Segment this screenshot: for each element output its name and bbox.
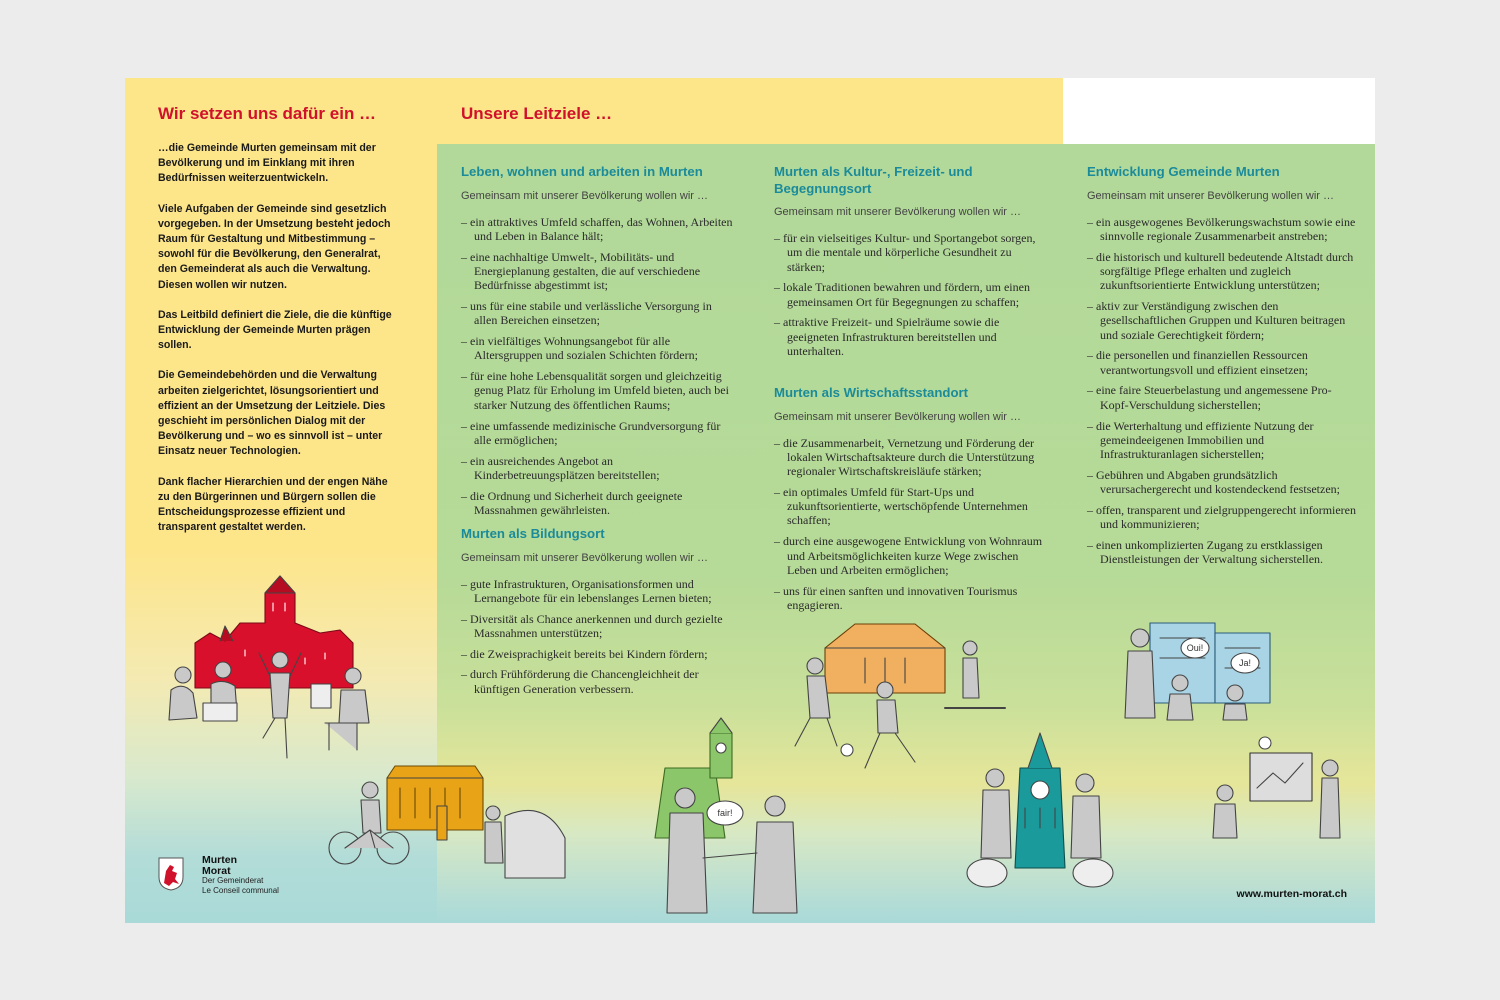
list-item: – die personellen und finanziellen Ressourcen verantwortungsvoll und effizient einsetzen; [1087,348,1359,377]
handshake-people-illustration [667,788,797,913]
list-item: – lokale Traditionen bewahren und fördern, um einen gemeinsamen Ort für Begegnungen zu schaffen; [774,280,1046,309]
section-intro: Gemeinsam mit unserer Bevölkerung wollen wir … [774,410,1021,423]
brochure-spread [125,78,1375,923]
theatre-building-illustration [387,766,483,830]
list-item: – ein ausreichendes Angebot an Kinderbetreuungsplätzen bereitstellen; [461,454,733,483]
list-item: – ein optimales Umfeld für Start-Ups und zukunftsorientierte, wertschöpfende Unternehmen schaffen; [774,485,1046,528]
section-entwicklung [1087,164,1359,573]
list-item: – eine nachhaltige Umwelt-, Mobilitäts- und Energieplanung gestalten, die auf verschiedene Bedürfnisse abgestimmt ist; [461,250,733,293]
list-item: – aktiv zur Verständigung zwischen den gesellschaftlichen Gruppen und Kulturen beitragen und soziale Gerechtigkeit fördern; [1087,299,1359,342]
bubble-fair: fair! [717,808,733,818]
section-wirtschaft [774,385,1046,619]
bubble-ja: Ja! [1238,658,1252,668]
list-item: – uns für eine stabile und verlässliche Versorgung in allen Bereichen einsetzen; [461,299,733,328]
goal-list [461,577,733,697]
list-item: – ein attraktives Umfeld schaffen, das Wohnen, Arbeiten und Leben in Balance hält; [461,215,733,244]
list-item: – die Zusammenarbeit, Vernetzung und Förderung der lokalen Wirtschaftsakteure durch die Unterstützung regionaler Wirtschaftskreisläufe stärken; [774,436,1046,479]
intro-paragraph: Viele Aufgaben der Gemeinde sind gesetzlich vorgegeben. In der Umsetzung besteht jedoch Raum für Gestaltung und Mitbestimmung – sowohl für die Bevölkerung, den Generalrat, den Gemeinderat als auch die Verwaltung. Diesen wollen wir nutzen. [158,202,391,291]
coat-of-arms-icon [158,857,184,891]
list-item: – uns für einen sanften und innovativen Tourismus engagieren. [774,584,1046,613]
list-item: – attraktive Freizeit- und Spielräume sowie die geeigneten Infrastrukturen bereitstellen und unterhalten. [774,315,1046,358]
list-item: – eine faire Steuerbelastung und angemessene Pro-Kopf-Verschuldung sicherstellen; [1087,383,1359,412]
section-title: Leben, wohnen und arbeiten in Murten [461,164,703,179]
list-item: – offen, transparent und zielgruppengerecht informieren und kommunizieren; [1087,503,1359,532]
section-intro: Gemeinsam mit unserer Bevölkerung wollen wir … [1087,189,1334,202]
list-item: – ein ausgewogenes Bevölkerungswachstum sowie eine sinnvolle regionale Zusammenarbeit anstreben; [1087,215,1359,244]
section-title: Murten als Wirtschaftsstandort [774,385,969,400]
logo-name-de: Murten [202,854,237,866]
presentation-board-illustration [1250,737,1312,801]
goal-list [461,215,733,518]
goal-list [774,436,1046,613]
intro-text [158,141,398,550]
section-intro: Gemeinsam mit unserer Bevölkerung wollen wir … [774,206,1021,218]
section-kultur [774,164,1046,365]
section-title: Murten als Bildungsort [461,526,605,541]
section-leben [461,164,733,524]
section-intro: Gemeinsam mit unserer Bevölkerung wollen wir … [461,189,708,202]
list-item: – Gebühren und Abgaben grundsätzlich verursachergerecht und kostendeckend festsetzen; [1087,468,1359,497]
intro-paragraph: Die Gemeindebehörden und die Verwaltung arbeiten zielgerichtet, lösungsorientiert und effizient an der Umsetzung der Leitziele. Dies geschieht im persönlichen Dialog mit der Bevölkerung und – wo es sinnvoll ist – unter Einsatz neuer Technologien. [158,369,386,458]
list-item: – durch eine ausgewogene Entwicklung von Wohnraum und Arbeitsmöglichkeiten kurze Wege zwischen Leben und Arbeiten ermöglichen; [774,534,1046,577]
bubble-oui: Oui! [1186,643,1204,653]
clock-tower-illustration [1015,733,1065,868]
left-heading: Wir setzen uns dafür ein … [158,104,377,123]
section-bildung [461,526,733,703]
old-town-buildings-illustration [1150,623,1270,703]
logo-text [202,855,342,895]
list-item: – die Werterhaltung und effiziente Nutzung der gemeindeeigenen Immobilien und Infrastrukturanlagen sicherstellen; [1087,419,1359,462]
intro-paragraph: …die Gemeinde Murten gemeinsam mit der Bevölkerung und im Einklang mit ihren Bedürfnissen weiterzuentwickeln. [158,142,376,185]
website-url: www.murten-morat.ch [1236,888,1347,900]
logo-line-de: Der Gemeinderat [202,876,264,885]
section-title: Murten als Kultur-, Freizeit- und Begegnungsort [774,164,973,196]
list-item: – die historisch und kulturell bedeutende Altstadt durch sorgfältige Pflege erhalten und zugleich zukunftsorientierte Entwicklung unterstützen; [1087,250,1359,293]
list-item: – Diversität als Chance anerkennen und durch gezielte Massnahmen unterstützen; [461,612,733,641]
leitziele-heading: Unsere Leitziele … [461,104,613,123]
list-item: – eine umfassende medizinische Grundversorgung für alle ermöglichen; [461,419,733,448]
list-item: – für eine hohe Lebensqualität sorgen und gleichzeitig genug Platz für Erholung im Umfeld bieten, auch bei starker Nutzung des öffentlichen Raums; [461,369,733,412]
list-item: – ein vielfältiges Wohnungsangebot für alle Altersgruppen und sozialen Schichten fördern; [461,334,733,363]
intro-paragraph: Dank flacher Hierarchien und der engen Nähe zu den Bürgerinnen und Bürgern sollen die Entscheidungsprozesse effizient und transparent gestaltet werden. [158,475,388,534]
section-intro: Gemeinsam mit unserer Bevölkerung wollen wir … [461,551,708,564]
goal-list [1087,215,1359,567]
logo-line-fr: Le Conseil communal [202,885,279,895]
goal-list [774,231,1046,358]
list-item: – gute Infrastrukturen, Organisationsformen und Lernangebote für ein lebenslanges Lernen bieten; [461,577,733,606]
list-item: – einen unkomplizierten Zugang zu erstklassigen Dienstleistungen der Verwaltung sicherstellen. [1087,538,1359,567]
list-item: – für ein vielseitiges Kultur- und Sportangebot sorgen, um die mentale und körperliche Gesundheit zu stärken; [774,231,1046,274]
list-item: – durch Frühförderung die Chancengleichheit der künftigen Generation verbessern. [461,667,733,696]
list-item: – die Zweisprachigkeit bereits bei Kindern fördern; [461,647,733,661]
logo-name-fr: Morat [202,864,231,877]
intro-paragraph: Das Leitbild definiert die Ziele, die die künftige Entwicklung der Gemeinde Murten prägen sollen. [158,308,392,352]
section-title: Entwicklung Gemeinde Murten [1087,164,1280,179]
list-item: – die Ordnung und Sicherheit durch geeignete Massnahmen gewährleisten. [461,489,733,518]
